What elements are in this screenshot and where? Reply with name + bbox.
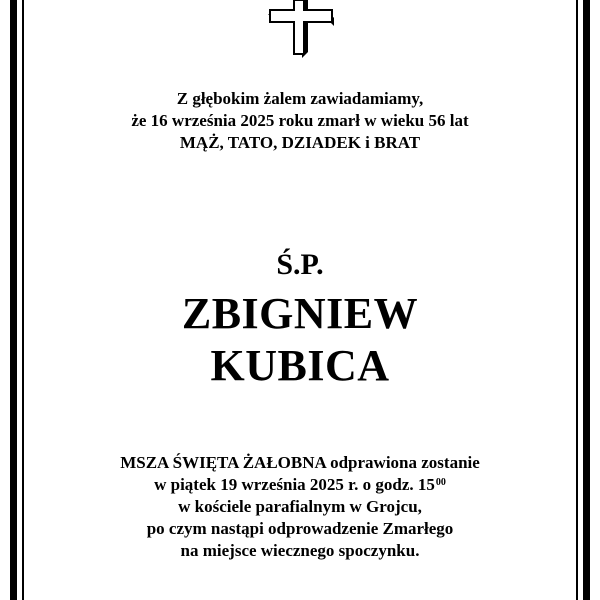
cross-icon [268,0,336,60]
mass-line-4: po czym nastąpi odprowadzenie Zmarłego [146,519,454,538]
announcement-intro [60,88,540,154]
intro-line-1: Z głębokim żalem zawiadamiamy, [176,89,424,108]
mass-date-time: w piątek 19 września 2025 r. o godz. 15 [154,475,435,494]
mass-time-minutes: 00 [435,477,446,488]
deceased-name [0,288,600,392]
intro-line-3: MĄŻ, TATO, DZIADEK i BRAT [179,133,421,152]
deceased-prefix: Ś.P. [276,248,324,281]
mass-line-5: na miejsce wiecznego spoczynku. [180,541,420,560]
deceased-last-name: KUBICA [210,341,390,390]
intro-line-2: że 16 września 2025 roku zmarł w wieku 56 lat [131,111,469,130]
funeral-mass-info [40,452,560,562]
mass-line-2 [40,474,560,496]
mass-line-1: MSZA ŚWIĘTA ŻAŁOBNA odprawiona zostanie [120,453,480,472]
deceased-first-name: ZBIGNIEW [181,289,419,338]
mass-line-3: w kościele parafialnym w Grojcu, [178,497,422,516]
